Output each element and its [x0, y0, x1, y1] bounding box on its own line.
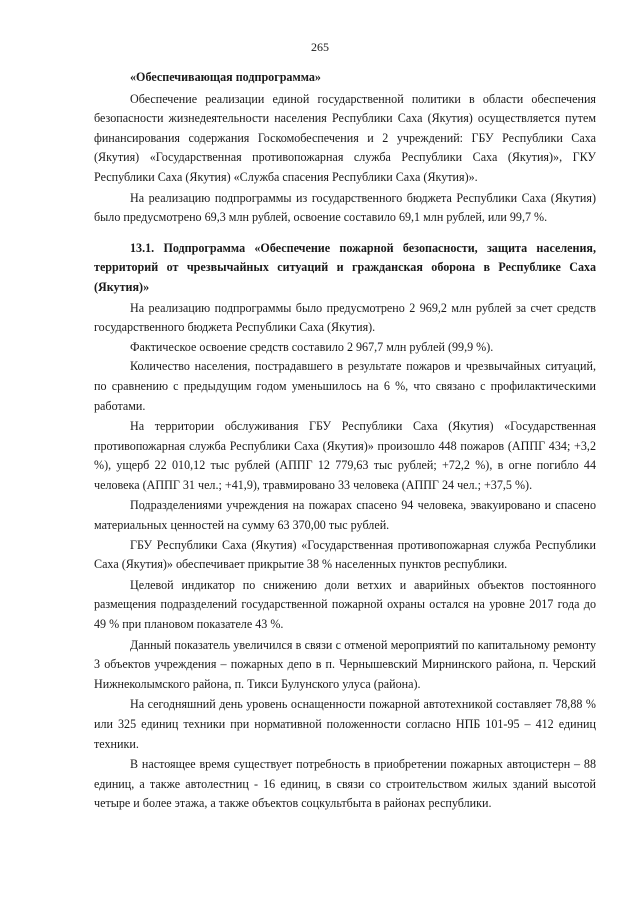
- paragraph: В настоящее время существует потребность в приобретении пожарных автоцистерн – 88 единиц, а также автолестниц - 16 единиц, в связи со строительством жилых зданий высотой четыре и более этажа, а также объектов соцкультбыта в районах республики.: [94, 757, 596, 811]
- paragraph: Фактическое освоение средств составило 2 967,7 млн рублей (99,9 %).: [130, 339, 494, 354]
- paragraph: На реализацию подпрограммы из государственного бюджета Республики Саха (Якутия) было предусмотрено 69,3 млн рублей, освоение составило 69,1 млн рублей, или 99,7 %.: [94, 190, 596, 225]
- paragraph: Количество населения, пострадавшего в результате пожаров и чрезвычайных ситуаций, по сравнению с предыдущим годом уменьшилось на 6 %, что связано с профилактическими работами.: [94, 359, 596, 413]
- paragraph: На сегодняшний день уровень оснащенности пожарной автотехникой составляет 78,88 % или 325 единиц техники при нормативной положенности согласно НПБ 101-95 – 412 единиц техники.: [94, 697, 596, 751]
- page-number: 265: [311, 40, 329, 54]
- paragraph: Подразделениями учреждения на пожарах спасено 94 человека, эвакуировано и спасено материальных ценностей на сумму 63 370,00 тыс рублей.: [94, 498, 596, 533]
- paragraph: На реализацию подпрограммы было предусмотрено 2 969,2 млн рублей за счет средств государственного бюджета Республики Саха (Якутия).: [94, 300, 596, 335]
- paragraph: ГБУ Республики Саха (Якутия) «Государственная противопожарная служба Республики Саха (Якутия)» обеспечивает прикрытие 38 % населенных пунктов республики.: [94, 537, 596, 572]
- paragraph: На территории обслуживания ГБУ Республики Саха (Якутия) «Государственная противопожарная служба Республики Саха (Якутия)» произошло 448 пожаров (АППГ 434; +3,2 %), ущерб 22 010,12 тыс рублей (АППГ 12 779,63 тыс рублей; +72,2 %), в огне погибло 44 человека (АППГ 31 чел.; +41,9), травмировано 33 человека (АППГ 24 чел.; +37,5 %).: [94, 419, 596, 492]
- paragraph: Целевой индикатор по снижению доли ветхих и аварийных объектов постоянного размещения подразделений государственной пожарной охраны остался на уровне 2017 года до 49 % при плановом показателе 43 %.: [94, 577, 596, 632]
- subprogram-heading: «Обеспечивающая подпрограмма»: [130, 70, 321, 84]
- section-heading: 13.1. Подпрограмма «Обеспечение пожарной безопасности, защита населения, территорий от чрезвычайных ситуаций и гражданская оборона в Республике Саха (Якутия)»: [94, 240, 596, 294]
- page-content: [94, 68, 596, 814]
- paragraph: Данный показатель увеличился в связи с отменой мероприятий по капитальному ремонту 3 объектов учреждения – пожарных депо в п. Чернышевский Мирнинского района, п. Черский Нижнеколымского района, п. Тикси Булунского улуса (района).: [94, 637, 596, 691]
- paragraph: Обеспечение реализации единой государственной политики в области обеспечения безопасности жизнедеятельности населения Республики Саха (Якутия) осуществляется путем финансирования содержания Госкомобеспечения и 2 учреждений: ГБУ Республики Саха (Якутия) «Государственная противопожарная служба Республики Саха (Якутия)», ГКУ Республики Саха (Якутия) «Служба спасения Республики Саха (Якутия)».: [94, 91, 596, 184]
